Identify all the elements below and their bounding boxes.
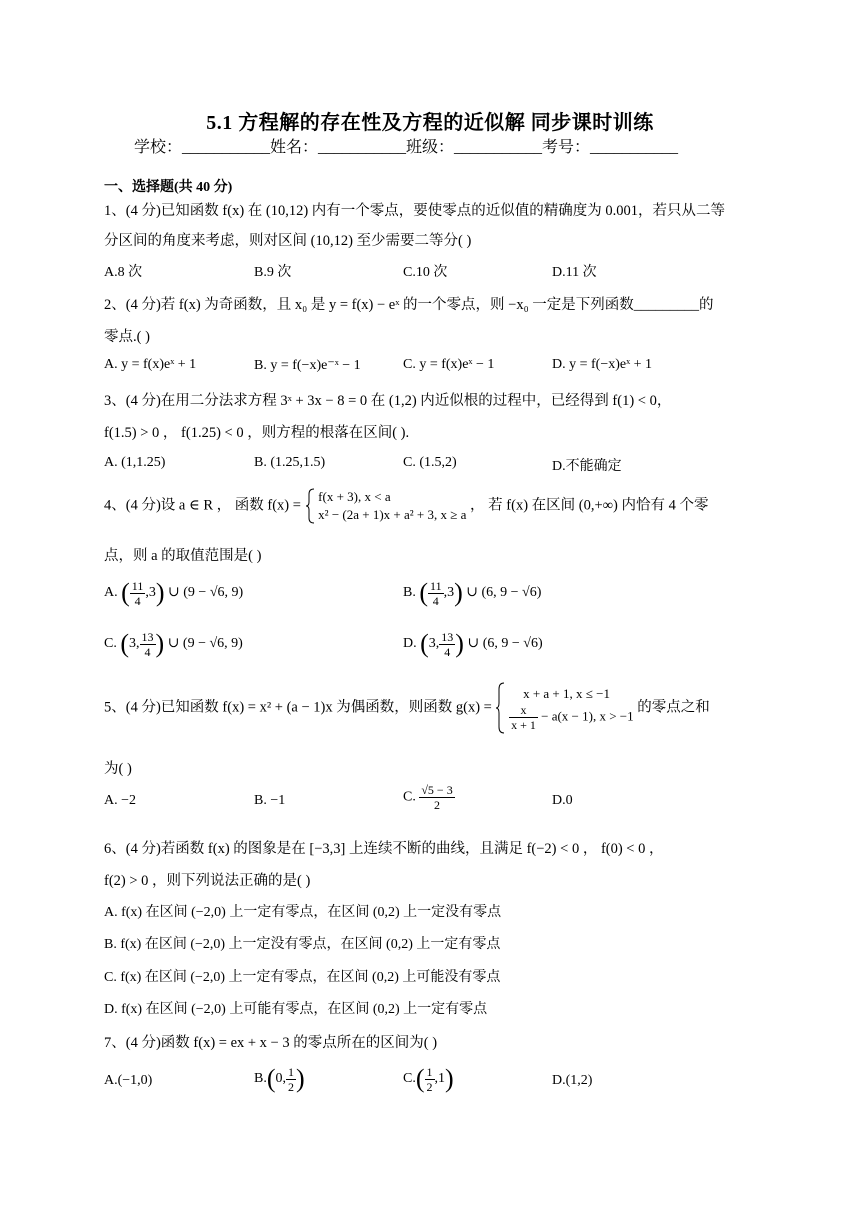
q7-option-d: D.(1,2) xyxy=(552,1073,593,1088)
q6-option-c: C. f(x) 在区间 (−2,0) 上一定有零点，在区间 (0,2) 上可能没有零点 xyxy=(104,970,501,985)
q1-option-b: B.9 次 xyxy=(254,265,292,280)
q4-option-a-num: 11 xyxy=(131,578,144,593)
q4-option-a-tail: ,3 xyxy=(145,585,156,601)
q4-option-c-rest: ∪ (9 − √6, 9) xyxy=(167,636,243,652)
q4-option-a-label: A. xyxy=(104,585,118,601)
q1-option-d: D.11 次 xyxy=(552,265,597,280)
q6-line1: 6、(4 分)若函数 f(x) 的图象是在 [−3,3] 上连续不断的曲线，且满足 f(−2) < 0 ， f(0) < 0 ， xyxy=(104,841,664,857)
q4-option-a-rest: ∪ (9 − √6, 9) xyxy=(168,585,244,601)
q5-suffix: 的零点之和 xyxy=(637,699,710,716)
q5-prefix: 5、(4 分)已知函数 f(x) = x² + (a − 1)x 为偶函数，则函数 g(x) = xyxy=(104,699,492,716)
q7-option-a: A.(−1,0) xyxy=(104,1073,153,1088)
q7-option-c-den: 2 xyxy=(426,1079,433,1094)
q2-line2: 零点.( ) xyxy=(104,329,150,345)
q2-option-b: B. y = f(−x)e⁻ˣ − 1 xyxy=(254,358,361,373)
q1-line2: 分区间的角度来考虑，则对区间 (10,12) 至少需要二等分( ) xyxy=(104,233,472,249)
q6-option-b: B. f(x) 在区间 (−2,0) 上一定没有零点，在区间 (0,2) 上一定有零点 xyxy=(104,937,501,952)
q5-case2-den: x + 1 xyxy=(511,717,536,732)
q4-option-d-rest: ∪ (6, 9 − √6) xyxy=(467,636,543,652)
q7-option-b-num: 1 xyxy=(288,1064,295,1079)
q2-option-a: A. y = f(x)eˣ + 1 xyxy=(104,357,197,372)
q4-prefix: 4、(4 分)设 a ∈ R ， 函数 f(x) = xyxy=(104,497,301,514)
q3-option-d: D.不能确定 xyxy=(552,459,622,474)
q4-option-d-label: D. xyxy=(403,636,417,652)
section-heading: 一、选择题(共 40 分) xyxy=(104,180,233,195)
q5-option-c xyxy=(403,783,455,812)
q7-option-c-label: C. xyxy=(403,1071,416,1087)
q4-cases xyxy=(318,488,466,524)
q6-option-d: D. f(x) 在区间 (−2,0) 上可能有零点，在区间 (0,2) 上一定有零点 xyxy=(104,1002,488,1017)
q3-option-a: A. (1,1.25) xyxy=(104,455,166,470)
q5-option-a: A. −2 xyxy=(104,793,137,808)
q4-option-a-den: 4 xyxy=(134,593,141,608)
q4-option-b-tail: ,3 xyxy=(443,585,455,601)
q3-option-c: C. (1.5,2) xyxy=(403,455,457,470)
page-title: 5.1 方程解的存在性及方程的近似解 同步课时训练 xyxy=(206,112,654,134)
q4-option-b: B. ( $\frac{11}{4}$ ,3) ∪ (6, 9 − √6) xyxy=(403,578,542,608)
q4-option-d-head: 3, xyxy=(428,636,440,652)
q1-option-a: A.8 次 xyxy=(104,265,143,280)
q4-option-d-num: 13 xyxy=(441,629,454,644)
q3-option-b: B. (1.25,1.5) xyxy=(254,455,326,470)
q5-option-d: D.0 xyxy=(552,793,573,808)
q5-line1 xyxy=(104,682,710,734)
q7-line1: 7、(4 分)函数 f(x) = ex + x − 3 的零点所在的区间为( ) xyxy=(104,1035,438,1051)
q5-case2-tail: − a(x − 1), x > −1 xyxy=(541,707,634,723)
q1-option-c: C.10 次 xyxy=(403,265,448,280)
q5-option-c-den: 2 xyxy=(434,798,441,812)
q4-case2: x² − (2a + 1)x + a² + 3, x ≥ a xyxy=(318,507,467,522)
q5-cases xyxy=(509,685,634,732)
q3-line1: 3、(4 分)在用二分法求方程 3ˣ + 3x − 8 = 0 在 (1,2) 内近似根的过程中，已经得到 f(1) < 0， xyxy=(104,393,672,409)
q4-option-b-label: B. xyxy=(403,585,416,601)
q7-option-b-den: 2 xyxy=(288,1079,295,1094)
q7-option-c-tail: ,1 xyxy=(434,1071,446,1087)
q4-option-c-label: C. xyxy=(104,636,117,652)
q5-case2 xyxy=(509,703,634,732)
q5-option-c-num: √5 − 3 xyxy=(421,783,453,797)
q5-option-c-label: C. xyxy=(403,789,416,805)
q5-option-b: B. −1 xyxy=(254,793,286,808)
q2-option-c: C. y = f(x)eˣ − 1 xyxy=(403,357,495,372)
q6-line2: f(2) > 0 ，则下列说法正确的是( ) xyxy=(104,873,311,889)
q7-option-c-num: 1 xyxy=(426,1064,433,1079)
q4-suffix: ， 若 f(x) 在区间 (0,+∞) 内恰有 4 个零 xyxy=(470,497,709,514)
q4-option-a: A. ( $\frac{11}{4}$ ,3) ∪ (9 − √6, 9) xyxy=(104,578,244,608)
q2-option-d: D. y = f(−x)eˣ + 1 xyxy=(552,357,653,372)
q4-option-b-rest: ∪ (6, 9 − √6) xyxy=(466,585,542,601)
q5-case1: x + a + 1, x ≤ −1 xyxy=(523,685,610,701)
q4-option-d: D. (3, $\frac{13}{4}$ ) ∪ (6, 9 − √6) xyxy=(403,629,543,659)
q7-option-b-head: 0, xyxy=(275,1071,287,1087)
left-brace-icon xyxy=(495,682,505,734)
left-brace-icon xyxy=(305,488,315,524)
q6-option-a: A. f(x) 在区间 (−2,0) 上一定有零点，在区间 (0,2) 上一定没有零点 xyxy=(104,905,502,920)
q4-option-b-den: 4 xyxy=(432,593,439,608)
q4-option-c-head: 3, xyxy=(129,636,140,652)
q4-case1: f(x + 3), x < a xyxy=(318,489,391,504)
q5-line2: 为( ) xyxy=(104,761,132,777)
student-info-line: 学校：___________姓名：___________班级：___________考号：___________ xyxy=(134,139,679,156)
q1-line1: 1、(4 分)已知函数 f(x) 在 (10,12) 内有一个零点，要使零点的近似值的精确度为 0.001，若只从二等 xyxy=(104,203,726,219)
q4-option-c-den: 4 xyxy=(144,644,151,659)
q7-option-b-label: B. xyxy=(254,1071,267,1087)
q4-line1 xyxy=(104,488,708,524)
q5-case2-num: x xyxy=(509,703,538,718)
q4-option-d-den: 4 xyxy=(444,644,451,659)
q4-option-c-num: 13 xyxy=(141,629,154,644)
q7-option-b: B.(0, $\frac{1}{2}$ ) xyxy=(254,1064,305,1094)
q4-option-c: C. (3, $\frac{13}{4}$ ) ∪ (9 − √6, 9) xyxy=(104,629,243,659)
q7-option-c: C.( $\frac{1}{2}$ ,1) xyxy=(403,1064,454,1094)
q2-line1: 2、(4 分)若 f(x) 为奇函数，且 x₀ 是 y = f(x) − eˣ 的一个零点，则 −x₀ 一定是下列函数_________的 xyxy=(104,297,714,313)
q4-option-b-num: 11 xyxy=(430,578,442,593)
q4-line2: 点，则 a 的取值范围是( ) xyxy=(104,548,262,564)
q3-line2: f(1.5) > 0 ， f(1.25) < 0 ，则方程的根落在区间( ). xyxy=(104,425,410,441)
